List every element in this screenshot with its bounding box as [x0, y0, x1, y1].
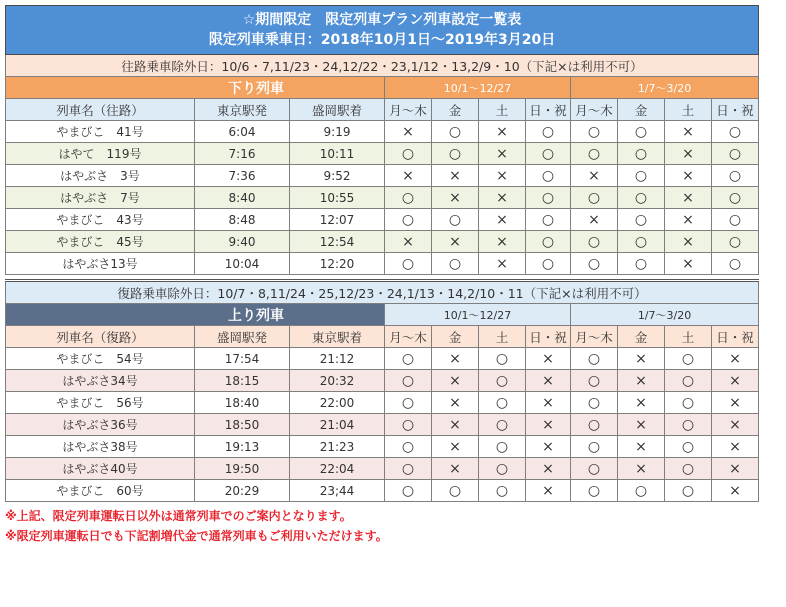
- table-row: [6, 480, 759, 502]
- arrival-time: 22:04: [290, 458, 385, 480]
- inbound-day-header: 土: [479, 326, 526, 348]
- availability-mark: ×: [432, 414, 479, 436]
- departure-time: 8:48: [195, 209, 290, 231]
- availability-mark: ○: [712, 253, 759, 275]
- availability-mark: ○: [479, 414, 526, 436]
- outbound-col-train: 列車名（往路）: [6, 99, 195, 121]
- inbound-day-header: 金: [432, 326, 479, 348]
- train-name: やまびこ 41号: [6, 121, 195, 143]
- availability-mark: ○: [526, 121, 571, 143]
- availability-mark: ○: [712, 209, 759, 231]
- availability-mark: ×: [665, 165, 712, 187]
- availability-mark: ×: [432, 165, 479, 187]
- departure-time: 18:40: [195, 392, 290, 414]
- availability-mark: ○: [479, 458, 526, 480]
- availability-mark: ×: [432, 436, 479, 458]
- availability-mark: ○: [432, 121, 479, 143]
- availability-mark: ×: [712, 480, 759, 502]
- availability-mark: ○: [665, 348, 712, 370]
- availability-mark: ○: [571, 436, 618, 458]
- availability-mark: ○: [571, 414, 618, 436]
- arrival-time: 10:55: [290, 187, 385, 209]
- table-row: [6, 253, 759, 275]
- departure-time: 18:50: [195, 414, 290, 436]
- departure-time: 17:54: [195, 348, 290, 370]
- inbound-day-header: 日・祝: [712, 326, 759, 348]
- availability-mark: ×: [385, 121, 432, 143]
- outbound-period-2: 1/7～3/20: [571, 77, 759, 99]
- availability-mark: ○: [432, 143, 479, 165]
- table-row: [6, 165, 759, 187]
- availability-mark: ×: [712, 348, 759, 370]
- inbound-day-header: 月～木: [385, 326, 432, 348]
- availability-mark: ○: [479, 392, 526, 414]
- train-name: やまびこ 45号: [6, 231, 195, 253]
- availability-mark: ○: [618, 480, 665, 502]
- availability-mark: ○: [712, 187, 759, 209]
- departure-time: 6:04: [195, 121, 290, 143]
- arrival-time: 12:07: [290, 209, 385, 231]
- page-title: [6, 6, 759, 55]
- availability-mark: ×: [526, 458, 571, 480]
- schedule-sheet: [5, 5, 758, 546]
- train-name: やまびこ 54号: [6, 348, 195, 370]
- availability-mark: ○: [571, 143, 618, 165]
- outbound-direction-label: 下り列車: [6, 77, 385, 99]
- availability-mark: ○: [618, 231, 665, 253]
- availability-mark: ×: [479, 143, 526, 165]
- departure-time: 7:36: [195, 165, 290, 187]
- availability-mark: ○: [712, 143, 759, 165]
- departure-time: 20:29: [195, 480, 290, 502]
- table-row: [6, 121, 759, 143]
- train-name: やまびこ 60号: [6, 480, 195, 502]
- availability-mark: ○: [618, 209, 665, 231]
- availability-mark: ○: [526, 209, 571, 231]
- availability-mark: ×: [712, 392, 759, 414]
- availability-mark: ×: [479, 187, 526, 209]
- departure-time: 8:40: [195, 187, 290, 209]
- outbound-col-depart: 東京駅発: [195, 99, 290, 121]
- availability-mark: ○: [618, 121, 665, 143]
- availability-mark: ×: [432, 231, 479, 253]
- availability-mark: ×: [665, 209, 712, 231]
- availability-mark: ○: [385, 414, 432, 436]
- arrival-time: 21:12: [290, 348, 385, 370]
- availability-mark: ×: [712, 436, 759, 458]
- inbound-day-header: 日・祝: [526, 326, 571, 348]
- outbound-exclusion-dates: 往路乗車除外日：10/6・7,11/23・24,12/22・23,1/12・13,2/9・10（下記×は利用不可）: [6, 55, 759, 77]
- train-name: はやぶさ 7号: [6, 187, 195, 209]
- table-row: [6, 392, 759, 414]
- availability-mark: ○: [571, 370, 618, 392]
- availability-mark: ×: [526, 480, 571, 502]
- departure-time: 9:40: [195, 231, 290, 253]
- availability-mark: ×: [385, 165, 432, 187]
- arrival-time: 12:20: [290, 253, 385, 275]
- availability-mark: ×: [479, 165, 526, 187]
- availability-mark: ×: [432, 348, 479, 370]
- inbound-period-1: 10/1～12/27: [385, 304, 571, 326]
- outbound-day-header: 日・祝: [526, 99, 571, 121]
- availability-mark: ○: [479, 480, 526, 502]
- availability-mark: ×: [479, 253, 526, 275]
- outbound-day-header: 日・祝: [712, 99, 759, 121]
- availability-mark: ×: [479, 231, 526, 253]
- train-name: やまびこ 43号: [6, 209, 195, 231]
- table-row: [6, 209, 759, 231]
- availability-mark: ×: [665, 253, 712, 275]
- availability-mark: ×: [618, 348, 665, 370]
- notes: [5, 506, 758, 546]
- train-name: はやぶさ34号: [6, 370, 195, 392]
- availability-mark: ○: [665, 458, 712, 480]
- arrival-time: 21:23: [290, 436, 385, 458]
- arrival-time: 22:00: [290, 392, 385, 414]
- availability-mark: ○: [571, 348, 618, 370]
- availability-mark: ○: [385, 209, 432, 231]
- table-row: [6, 370, 759, 392]
- inbound-col-train: 列車名（復路）: [6, 326, 195, 348]
- table-row: [6, 231, 759, 253]
- availability-mark: ×: [571, 209, 618, 231]
- availability-mark: ×: [712, 458, 759, 480]
- table-row: [6, 143, 759, 165]
- inbound-col-depart: 盛岡駅発: [195, 326, 290, 348]
- availability-mark: ○: [571, 392, 618, 414]
- availability-mark: ×: [526, 370, 571, 392]
- arrival-time: 12:54: [290, 231, 385, 253]
- departure-time: 7:16: [195, 143, 290, 165]
- availability-mark: ○: [618, 187, 665, 209]
- train-name: はやぶさ13号: [6, 253, 195, 275]
- inbound-exclusion-dates: 復路乗車除外日：10/7・8,11/24・25,12/23・24,1/13・14,2/10・11（下記×は利用不可）: [6, 281, 759, 304]
- arrival-time: 20:32: [290, 370, 385, 392]
- availability-mark: ○: [385, 480, 432, 502]
- train-name: はやぶさ36号: [6, 414, 195, 436]
- availability-mark: ○: [385, 187, 432, 209]
- availability-mark: ×: [479, 209, 526, 231]
- arrival-time: 21:04: [290, 414, 385, 436]
- availability-mark: ×: [571, 165, 618, 187]
- availability-mark: ○: [385, 143, 432, 165]
- availability-mark: ○: [385, 436, 432, 458]
- availability-mark: ○: [571, 121, 618, 143]
- outbound-day-header: 金: [618, 99, 665, 121]
- table-row: [6, 348, 759, 370]
- train-name: はやぶさ38号: [6, 436, 195, 458]
- arrival-time: 10:11: [290, 143, 385, 165]
- table-row: [6, 187, 759, 209]
- availability-mark: ○: [665, 436, 712, 458]
- note-2: ※限定列車運転日でも下記割増代金で通常列車もご利用いただけます。: [5, 529, 388, 543]
- availability-mark: ○: [526, 187, 571, 209]
- inbound-day-header: 土: [665, 326, 712, 348]
- inbound-direction-label: 上り列車: [6, 304, 385, 326]
- outbound-col-arrive: 盛岡駅着: [290, 99, 385, 121]
- availability-mark: ○: [712, 121, 759, 143]
- train-name: やまびこ 56号: [6, 392, 195, 414]
- availability-mark: ○: [432, 209, 479, 231]
- outbound-day-header: 土: [479, 99, 526, 121]
- title-line-2: 限定列車乗車日：2018年10月1日～2019年3月20日: [208, 32, 556, 48]
- table-row: [6, 414, 759, 436]
- availability-mark: ○: [571, 480, 618, 502]
- arrival-time: 23;44: [290, 480, 385, 502]
- availability-mark: ○: [385, 348, 432, 370]
- availability-mark: ○: [712, 231, 759, 253]
- note-1: ※上記、限定列車運転日以外は通常列車でのご案内となります。: [5, 509, 352, 523]
- availability-mark: ○: [618, 143, 665, 165]
- outbound-day-header: 土: [665, 99, 712, 121]
- availability-mark: ○: [526, 143, 571, 165]
- availability-mark: ○: [479, 370, 526, 392]
- availability-mark: ×: [526, 392, 571, 414]
- availability-mark: ×: [665, 187, 712, 209]
- availability-mark: ○: [665, 370, 712, 392]
- availability-mark: ○: [385, 370, 432, 392]
- availability-mark: ○: [618, 165, 665, 187]
- availability-mark: ○: [479, 348, 526, 370]
- availability-mark: ○: [571, 253, 618, 275]
- availability-mark: ×: [665, 121, 712, 143]
- inbound-day-header: 金: [618, 326, 665, 348]
- availability-mark: ×: [665, 231, 712, 253]
- availability-mark: ×: [526, 348, 571, 370]
- availability-mark: ×: [432, 458, 479, 480]
- availability-mark: ×: [618, 458, 665, 480]
- availability-mark: ○: [665, 414, 712, 436]
- availability-mark: ○: [571, 458, 618, 480]
- availability-mark: ○: [385, 392, 432, 414]
- availability-mark: ○: [526, 231, 571, 253]
- title-line-1: ☆期間限定 限定列車プラン列車設定一覧表: [242, 12, 522, 28]
- train-name: はやて 119号: [6, 143, 195, 165]
- departure-time: 19:50: [195, 458, 290, 480]
- availability-mark: ×: [712, 370, 759, 392]
- availability-mark: ×: [432, 370, 479, 392]
- availability-mark: ×: [385, 231, 432, 253]
- availability-mark: ×: [665, 143, 712, 165]
- availability-mark: ×: [526, 414, 571, 436]
- availability-mark: ○: [665, 392, 712, 414]
- outbound-day-header: 月～木: [385, 99, 432, 121]
- inbound-day-header: 月～木: [571, 326, 618, 348]
- availability-mark: ○: [432, 480, 479, 502]
- outbound-day-header: 月～木: [571, 99, 618, 121]
- outbound-period-1: 10/1～12/27: [385, 77, 571, 99]
- limited-train-table: [5, 5, 759, 502]
- availability-mark: ○: [526, 165, 571, 187]
- availability-mark: ○: [618, 253, 665, 275]
- availability-mark: ○: [385, 458, 432, 480]
- arrival-time: 9:19: [290, 121, 385, 143]
- outbound-day-header: 金: [432, 99, 479, 121]
- availability-mark: ○: [432, 253, 479, 275]
- availability-mark: ○: [385, 253, 432, 275]
- arrival-time: 9:52: [290, 165, 385, 187]
- inbound-period-2: 1/7～3/20: [571, 304, 759, 326]
- availability-mark: ×: [618, 414, 665, 436]
- availability-mark: ×: [432, 187, 479, 209]
- train-name: はやぶさ 3号: [6, 165, 195, 187]
- departure-time: 19:13: [195, 436, 290, 458]
- availability-mark: ×: [432, 392, 479, 414]
- table-row: [6, 436, 759, 458]
- availability-mark: ○: [665, 480, 712, 502]
- availability-mark: ×: [712, 414, 759, 436]
- availability-mark: ○: [712, 165, 759, 187]
- availability-mark: ○: [526, 253, 571, 275]
- availability-mark: ○: [571, 187, 618, 209]
- table-row: [6, 458, 759, 480]
- availability-mark: ×: [618, 370, 665, 392]
- departure-time: 18:15: [195, 370, 290, 392]
- availability-mark: ×: [618, 436, 665, 458]
- availability-mark: ×: [479, 121, 526, 143]
- availability-mark: ×: [526, 436, 571, 458]
- availability-mark: ×: [618, 392, 665, 414]
- departure-time: 10:04: [195, 253, 290, 275]
- availability-mark: ○: [571, 231, 618, 253]
- availability-mark: ○: [479, 436, 526, 458]
- inbound-col-arrive: 東京駅着: [290, 326, 385, 348]
- train-name: はやぶさ40号: [6, 458, 195, 480]
